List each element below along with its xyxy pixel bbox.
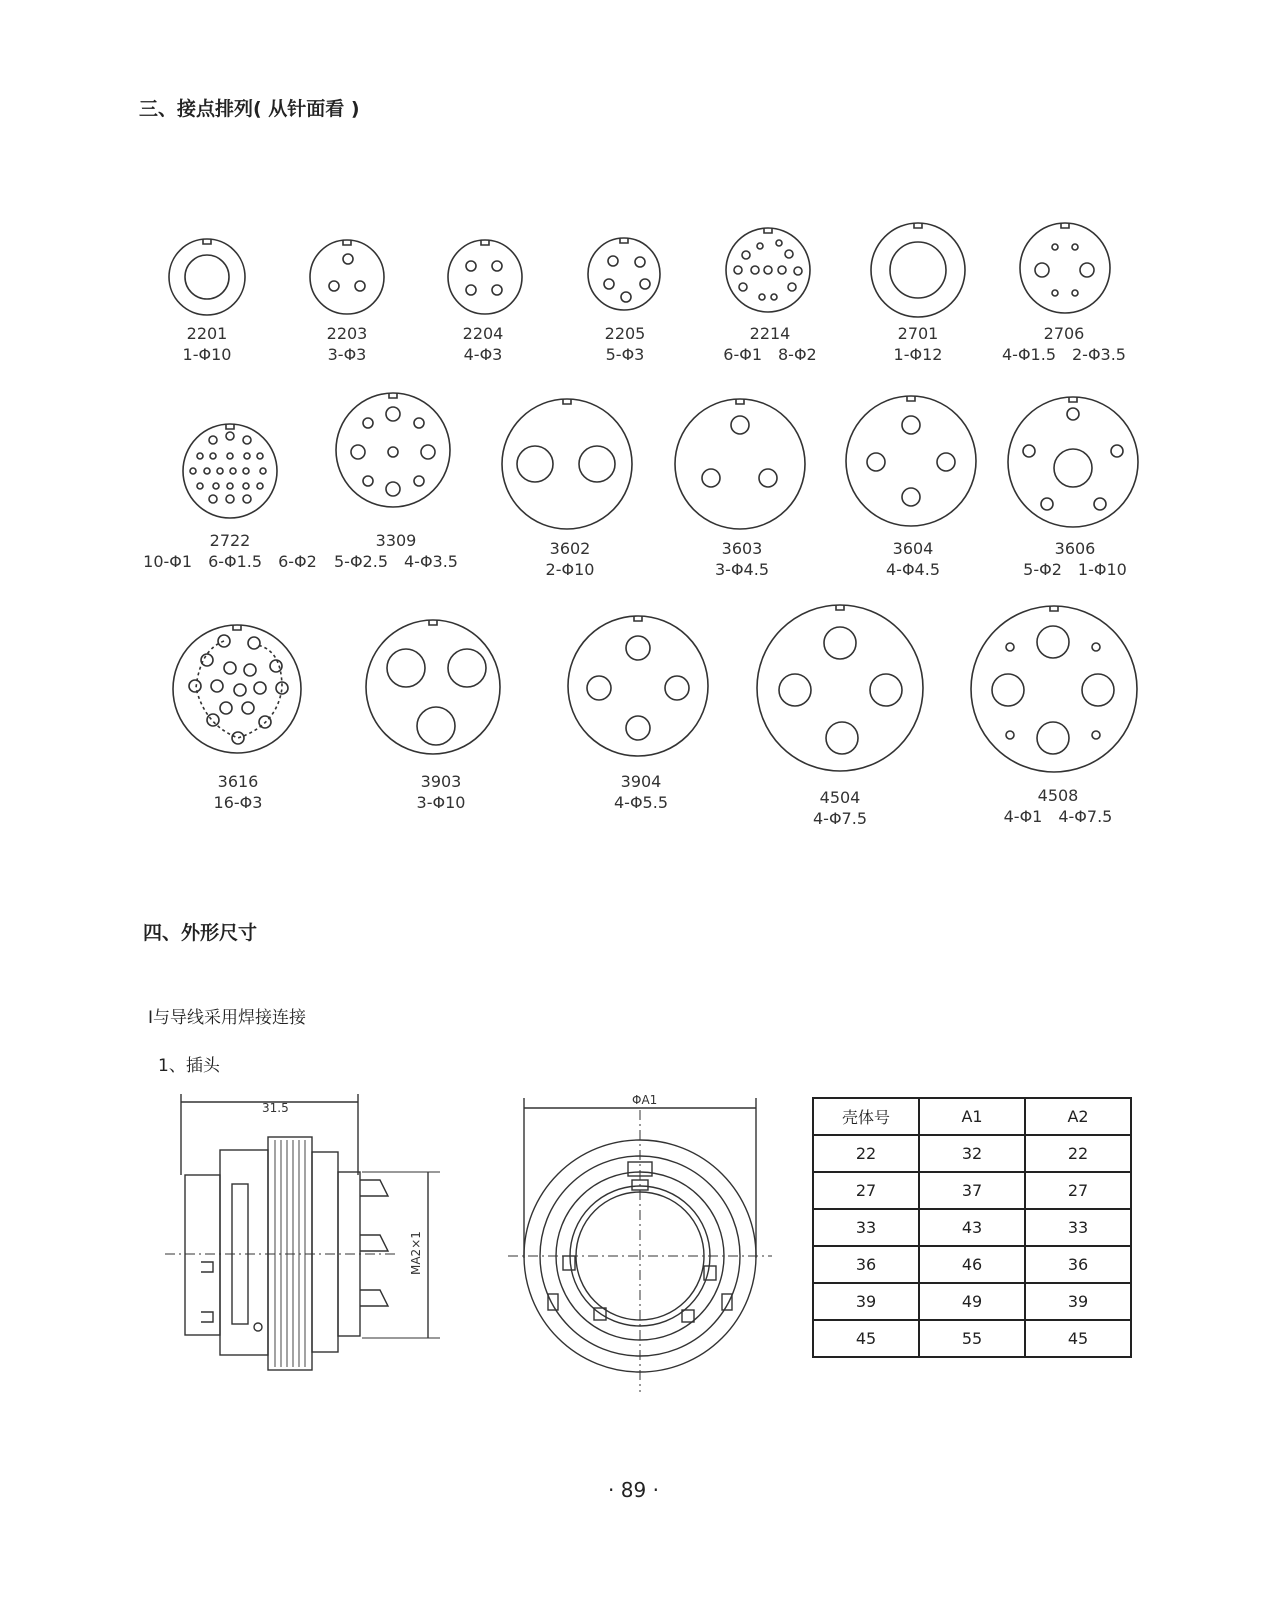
table-cell: 46 <box>919 1246 1025 1283</box>
table-cell: 27 <box>813 1172 919 1209</box>
table-cell: 39 <box>813 1283 919 1320</box>
table-cell: 37 <box>919 1172 1025 1209</box>
connector-contact-spec: 1-Φ12 <box>893 345 943 364</box>
table-row <box>813 1135 1131 1172</box>
connector-caption <box>730 787 950 829</box>
connector-diagram-3616 <box>173 625 301 753</box>
table-row <box>813 1246 1131 1283</box>
connector-code: 2214 <box>749 324 791 343</box>
connector-caption <box>954 323 1174 365</box>
plug-side-view <box>165 1094 440 1370</box>
connector-code: 2706 <box>1043 324 1085 343</box>
connector-diagram-3904 <box>568 616 708 756</box>
connector-contact-spec: 3-Φ3 <box>327 345 367 364</box>
table-cell: 49 <box>919 1283 1025 1320</box>
table-cell: 45 <box>1025 1320 1131 1357</box>
connector-code: 2203 <box>326 324 368 343</box>
connector-contact-spec: 10-Φ1 6-Φ1.5 6-Φ2 <box>143 552 317 571</box>
connector-diagram-3309 <box>336 393 450 507</box>
connector-caption <box>331 771 551 813</box>
connector-contact-spec: 4-Φ1 4-Φ7.5 <box>1003 807 1113 826</box>
connector-contact-spec: 3-Φ10 <box>416 793 466 812</box>
table-cell: 33 <box>813 1209 919 1246</box>
connector-contact-spec: 2-Φ10 <box>545 560 595 579</box>
table-cell: 55 <box>919 1320 1025 1357</box>
connector-diagram-3604 <box>846 396 976 526</box>
table-header-row <box>813 1098 1131 1135</box>
connector-code: 2201 <box>186 324 228 343</box>
connector-contact-spec: 16-Φ3 <box>213 793 263 812</box>
table-cell: 22 <box>1025 1135 1131 1172</box>
connector-code: 4504 <box>819 788 861 807</box>
connector-diagram-4504 <box>757 605 923 771</box>
table-cell: 32 <box>919 1135 1025 1172</box>
connector-diagram-2204 <box>448 240 522 314</box>
connector-code: 4508 <box>1037 786 1079 805</box>
plug-front-view <box>508 1098 772 1392</box>
contacts-heading: 三、接点排列( 从针面看 ) <box>139 98 360 120</box>
table-cell: 33 <box>1025 1209 1131 1246</box>
connector-contact-spec: 4-Φ5.5 <box>614 793 668 812</box>
table-row <box>813 1320 1131 1357</box>
connector-diagram-3606 <box>1008 397 1138 527</box>
connector-diagram-2722 <box>183 424 277 518</box>
connector-contact-spec: 4-Φ1.5 2-Φ3.5 <box>1002 345 1126 364</box>
table-cell: 22 <box>813 1135 919 1172</box>
connector-code: 3604 <box>892 539 934 558</box>
connector-code: 3904 <box>620 772 662 791</box>
connector-diagram-3603 <box>675 399 805 529</box>
connector-contact-spec: 3-Φ4.5 <box>715 560 769 579</box>
connector-contact-spec: 4-Φ7.5 <box>813 809 867 828</box>
connector-code: 2701 <box>897 324 939 343</box>
plug-heading: 1、插头 <box>158 1056 220 1076</box>
table-cell: 36 <box>1025 1246 1131 1283</box>
connector-code: 3903 <box>420 772 462 791</box>
connector-code: 3606 <box>1054 539 1096 558</box>
connector-contact-spec: 4-Φ4.5 <box>886 560 940 579</box>
connector-diagram-3602 <box>502 399 632 529</box>
table-cell: 36 <box>813 1246 919 1283</box>
method-heading: I与导线采用焊接连接 <box>148 1008 307 1028</box>
connector-contact-spec: 6-Φ1 8-Φ2 <box>723 345 817 364</box>
connector-contact-spec: 5-Φ3 <box>605 345 645 364</box>
connector-contact-spec: 4-Φ3 <box>463 345 503 364</box>
diameter-dimension: ΦA1 <box>632 1093 658 1107</box>
connector-diagram-2201 <box>169 239 245 315</box>
table-row <box>813 1209 1131 1246</box>
table-row <box>813 1172 1131 1209</box>
connector-code: 3309 <box>375 531 417 550</box>
table-header-cell: A2 <box>1025 1098 1131 1135</box>
length-dimension: 31.5 <box>262 1101 289 1115</box>
table-header-cell: 壳体号 <box>813 1098 919 1135</box>
thread-dimension: MA2×1 <box>409 1231 423 1275</box>
connector-code: 2204 <box>462 324 504 343</box>
connector-caption <box>531 771 751 813</box>
table-row <box>813 1283 1131 1320</box>
connector-diagram-2205 <box>588 238 660 310</box>
connector-diagram-2706 <box>1020 223 1110 313</box>
table-cell: 27 <box>1025 1172 1131 1209</box>
connector-code: 3616 <box>217 772 259 791</box>
connector-contact-spec: 5-Φ2 1-Φ10 <box>1023 560 1127 579</box>
connector-code: 2205 <box>604 324 646 343</box>
connector-diagram-2701 <box>871 223 965 317</box>
table-cell: 43 <box>919 1209 1025 1246</box>
outline-heading: 四、外形尺寸 <box>143 922 258 944</box>
connector-diagram-3903 <box>366 620 500 754</box>
table-cell: 45 <box>813 1320 919 1357</box>
table-header-cell: A1 <box>919 1098 1025 1135</box>
plug-outline-drawings <box>0 1080 800 1400</box>
connector-code: 3602 <box>549 539 591 558</box>
connector-caption <box>948 785 1168 827</box>
connector-caption <box>965 538 1185 580</box>
table-cell: 39 <box>1025 1283 1131 1320</box>
connector-caption <box>128 771 348 813</box>
connector-contact-spec: 1-Φ10 <box>182 345 232 364</box>
shell-size-table <box>812 1097 1132 1358</box>
connector-code: 2722 <box>209 531 251 550</box>
connector-diagram-4508 <box>971 606 1137 772</box>
page-number: · 89 · <box>608 1478 659 1502</box>
connector-contact-spec: 5-Φ2.5 4-Φ3.5 <box>334 552 458 571</box>
connector-diagram-2203 <box>310 240 384 314</box>
connector-code: 3603 <box>721 539 763 558</box>
connector-diagram-2214 <box>726 228 810 312</box>
